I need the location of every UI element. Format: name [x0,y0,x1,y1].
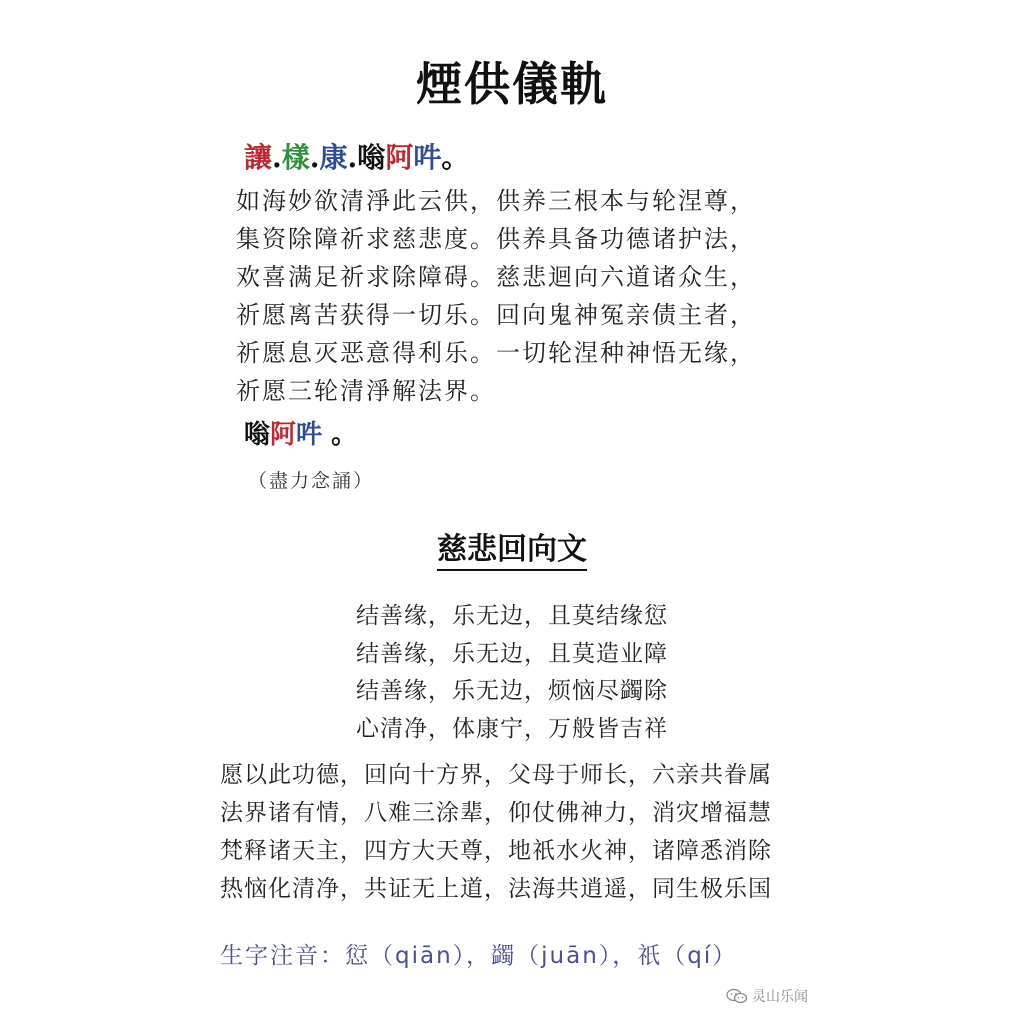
subtitle-text: 慈悲回向文 [437,532,587,571]
dedication-line: 梵释诸天主，四方大天尊，地祇水火神，诸障悉消除 [220,838,772,864]
mantra-syllable: . [272,141,282,174]
verse-line: 祈愿三轮清淨解法界。 [236,377,496,405]
verse-line: 祈愿息灭恶意得利乐。一切轮涅种神悟无缘， [236,339,756,367]
mantra-syllable: 嗡 [244,420,271,450]
mantra-syllable: 。 [441,141,470,174]
dedication-line: 心清净，体康宁，万般皆吉祥 [356,715,668,742]
mantra-syllable: 吽 [413,141,442,174]
mantra-syllable: 康 [319,141,348,174]
dedication-line: 结善缘，乐无边，且莫造业障 [356,640,668,667]
mantra-head [244,136,469,176]
verse-line: 如海妙欲清淨此云供，供养三根本与轮涅尊， [236,187,756,215]
dedication-line: 结善缘，乐无边，烦恼尽蠲除 [356,678,668,704]
dedication-line: 热恼化清净，共证无上道，法海共逍遥，同生极乐国 [220,876,772,902]
dedication-line: 愿以此功德，回向十方界，父母于师长，六亲共眷属 [220,762,772,788]
watermark-text: 灵山乐闻 [752,989,808,1005]
watermark [726,986,808,1006]
mantra-syllable: 。 [322,420,358,450]
mantra-syllable: 樣 [281,141,310,174]
dedication-line: 结善缘，乐无边，且莫结缘愆 [356,603,668,629]
verse-line: 祈愿离苦获得一切乐。回向鬼神冤亲债主者， [236,301,756,329]
mantra-tail [244,414,357,451]
dedication-short-verse [0,598,1024,748]
verse-line: 欢喜满足祈求除障碍。慈悲迴向六道诸众生， [236,263,756,291]
dedication-long-verse [220,756,772,908]
wechat-icon [726,988,748,1004]
mantra-syllable: . [347,141,358,174]
mantra-syllable: 嗡 [357,141,386,174]
verse-line: 集资除障祈求慈悲度。供养具备功德诸护法， [236,225,756,253]
pronunciation-note: 生字注音：愆（qiān），蠲（juān），祇（qí） [220,943,738,969]
section-subtitle [0,524,1024,568]
verse-smoke-offering [236,182,756,410]
mantra-syllable: 阿 [270,420,297,450]
mantra-syllable: 吽 [296,420,323,450]
mantra-syllable: 讓 [244,141,273,174]
recite-note: （盡力念誦） [248,470,375,492]
page-title: 煙供儀軌 [416,57,608,111]
dedication-line: 法界诸有情，八难三涂辈，仰仗佛神力，消灾增福慧 [220,800,772,826]
mantra-syllable: . [309,141,320,174]
mantra-syllable: 阿 [385,141,414,174]
